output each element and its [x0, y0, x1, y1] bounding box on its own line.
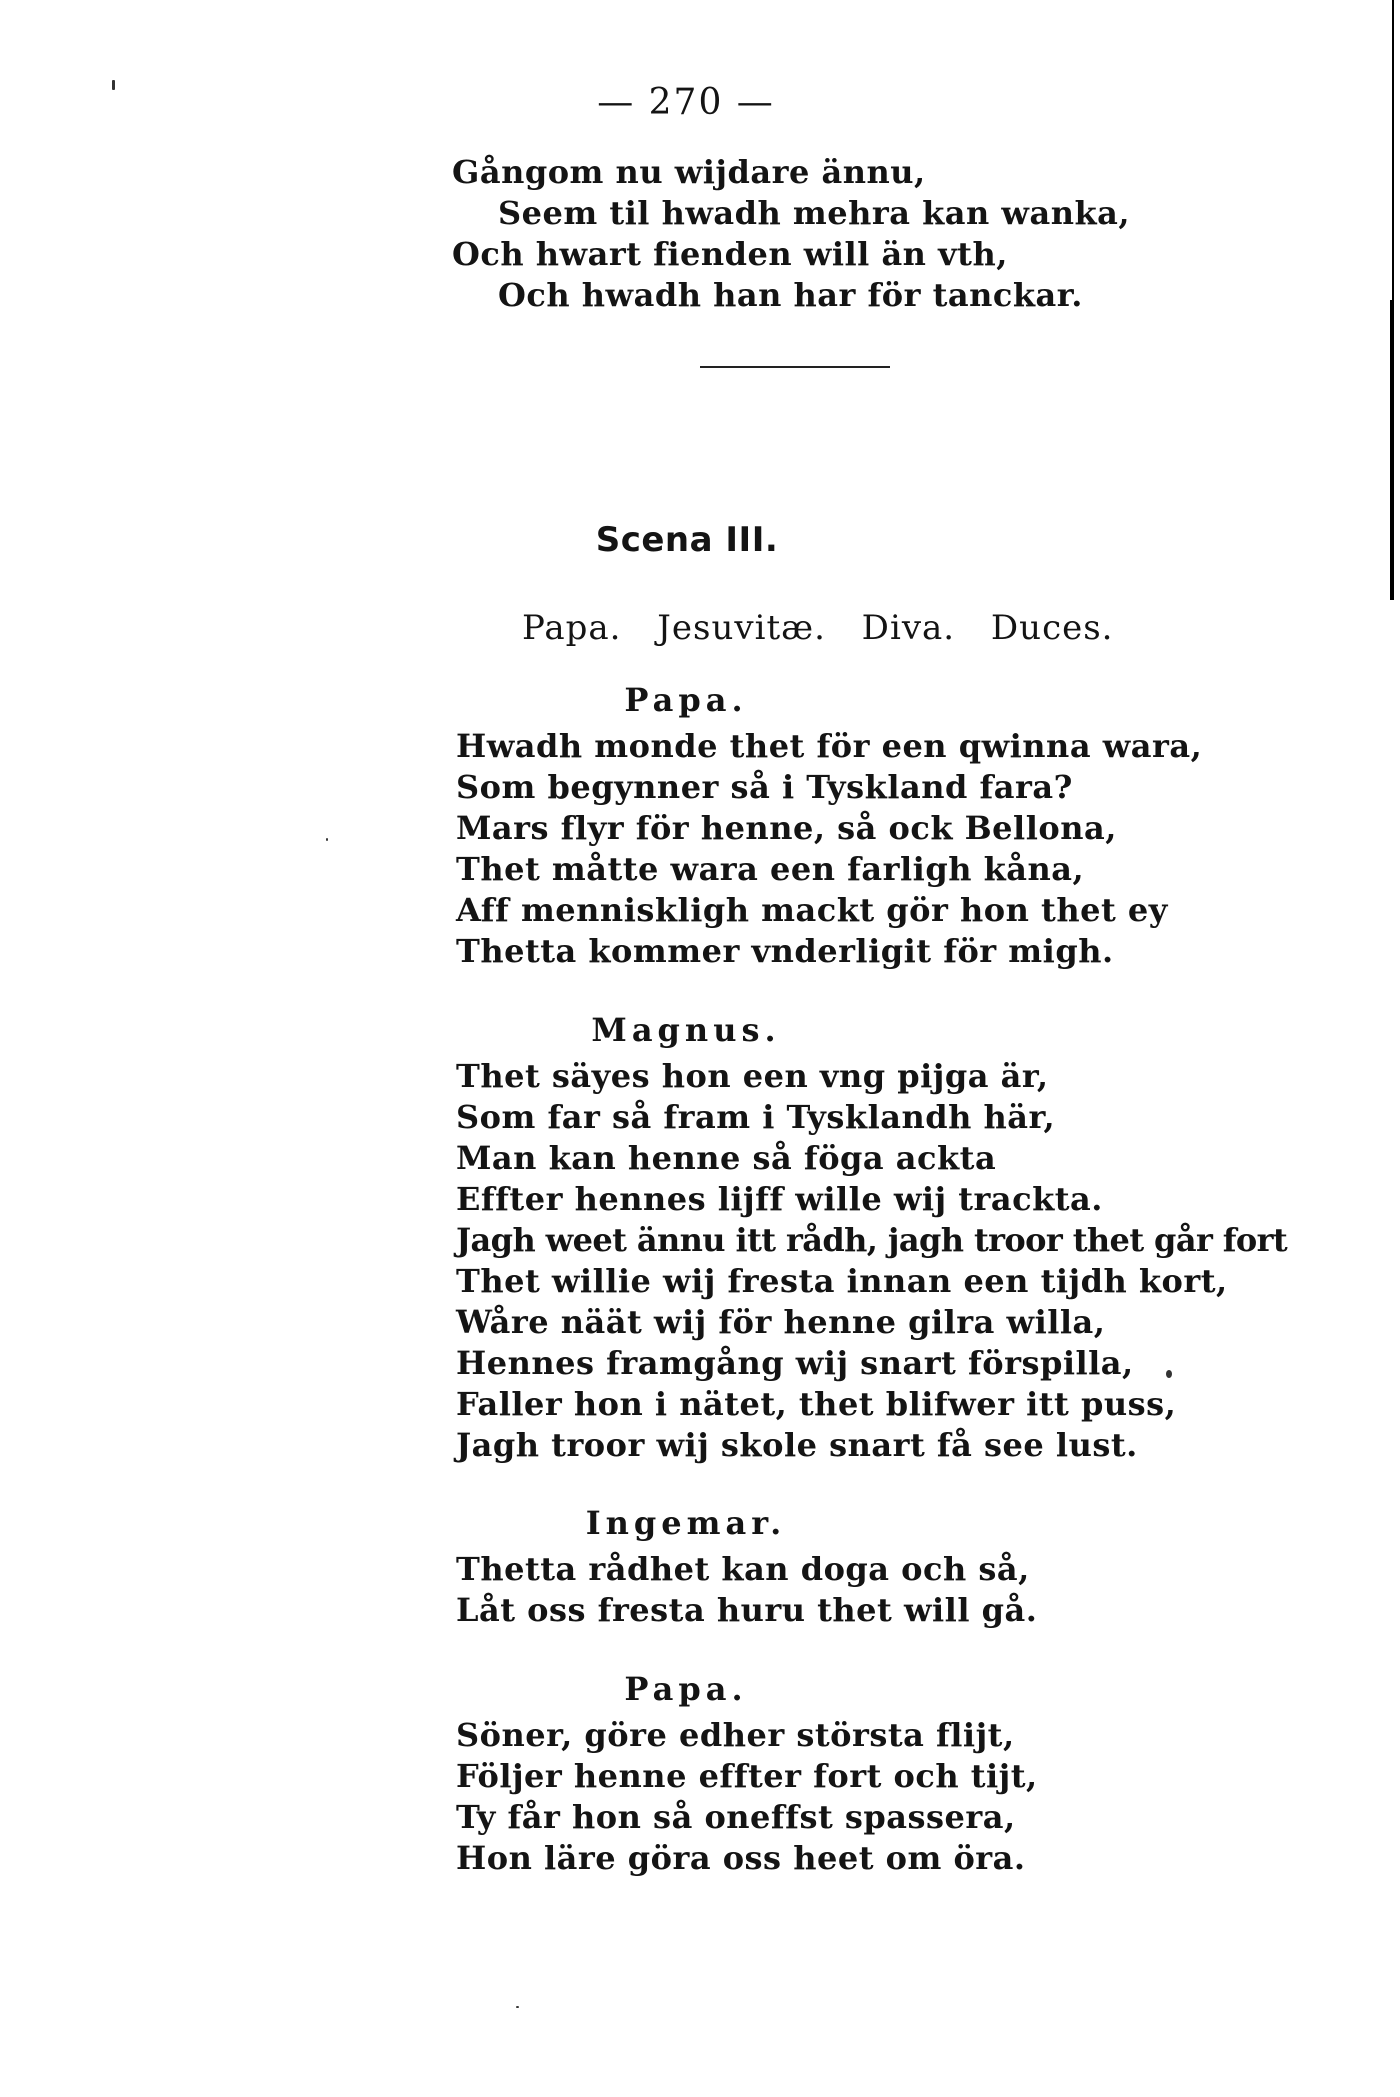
- verse-line: Thet säyes hon een vng pijga är,: [456, 1057, 1049, 1095]
- verse-line: Hennes framgång wij snart förspilla,: [456, 1344, 1134, 1382]
- scan-speck: [326, 838, 328, 841]
- verse-line: Effter hennes lijff wille wij trackta.: [456, 1180, 1103, 1218]
- page-number: — 270 —: [597, 82, 775, 123]
- speaker-name: Papa.: [624, 1670, 748, 1708]
- speech-ingemar: [456, 1549, 1037, 1631]
- verse-line: Som far så fram i Tysklandh här,: [456, 1098, 1056, 1136]
- verse-line: Och hwadh han har för tanckar.: [498, 276, 1083, 314]
- speaker-name: Ingemar.: [585, 1504, 787, 1542]
- cast-list: Papa. Jesuvitæ. Diva. Duces.: [522, 608, 1114, 648]
- verse-line: Jagh weet ännu itt rådh, jagh troor thet går fort: [456, 1221, 1288, 1259]
- verse-line: Thet willie wij fresta innan een tijdh kort,: [456, 1262, 1228, 1300]
- verse-line: Hon läre göra oss heet om öra.: [456, 1839, 1026, 1877]
- scan-speck: [112, 80, 115, 90]
- page-edge-shadow: [1390, 300, 1394, 600]
- verse-line: Mars flyr för henne, så ock Bellona,: [456, 809, 1117, 847]
- speaker-name: Magnus.: [591, 1011, 781, 1049]
- scan-speck: [1166, 1370, 1172, 1378]
- verse-line: Hwadh monde thet för een qwinna wara,: [456, 727, 1203, 765]
- verse-line: Gångom nu wijdare ännu,: [452, 153, 926, 191]
- section-divider: [700, 366, 890, 368]
- speaker-name: Papa.: [624, 681, 748, 719]
- verse-line: Som begynner så i Tyskland fara?: [456, 768, 1073, 806]
- verse-line: Man kan henne så föga ackta: [456, 1139, 997, 1177]
- verse-line: Thetta kommer vnderligit för migh.: [456, 932, 1114, 970]
- verse-line: Följer henne effter fort och tijt,: [456, 1757, 1038, 1795]
- opening-stanza: [452, 152, 1130, 316]
- verse-line: Jagh troor wij skole snart få see lust.: [456, 1426, 1138, 1464]
- page-edge-shadow: [1392, 0, 1394, 300]
- speech-magnus: [456, 1056, 1287, 1466]
- verse-line: Låt oss fresta huru thet will gå.: [456, 1591, 1038, 1629]
- verse-line: Seem til hwadh mehra kan wanka,: [498, 194, 1131, 232]
- speech-papa: [456, 726, 1202, 972]
- verse-line: Ty får hon så oneffst spassera,: [456, 1798, 1016, 1836]
- verse-line: Thetta rådhet kan doga och så,: [456, 1550, 1030, 1588]
- verse-line: Wåre näät wij för henne gilra willa,: [456, 1303, 1106, 1341]
- speech-papa-2: [456, 1715, 1038, 1879]
- scene-title: Scena III.: [595, 520, 779, 560]
- verse-line: Thet måtte wara een farligh kåna,: [456, 850, 1085, 888]
- verse-line: Söner, göre edher största flijt,: [456, 1716, 1015, 1754]
- verse-line: Och hwart fienden will än vth,: [452, 235, 1008, 273]
- scan-speck: [516, 2006, 519, 2008]
- verse-line: Faller hon i nätet, thet blifwer itt puss,: [456, 1385, 1177, 1423]
- verse-line: Aff menniskligh mackt gör hon thet ey: [456, 891, 1168, 929]
